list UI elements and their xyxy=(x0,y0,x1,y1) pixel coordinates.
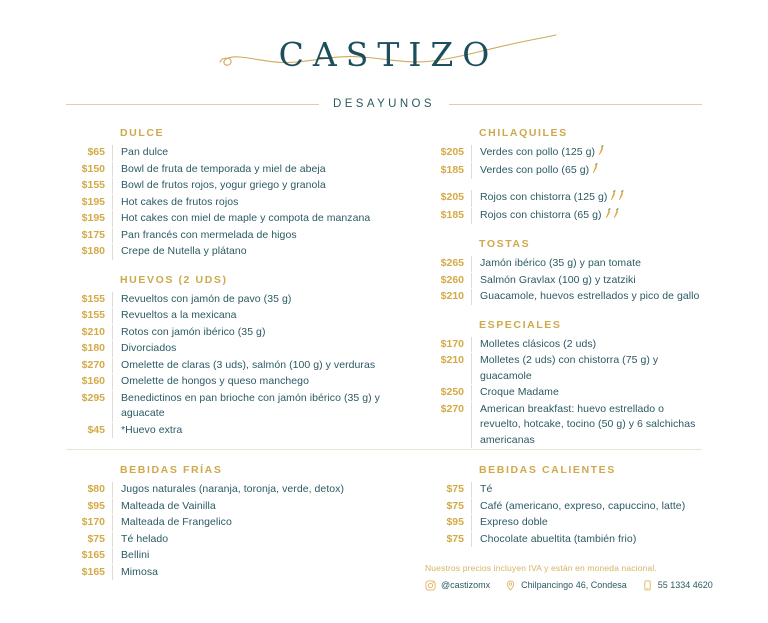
menu-item xyxy=(66,423,384,439)
menu-group xyxy=(66,274,384,439)
menu-item xyxy=(66,548,384,564)
menu-group-title: TOSTAS xyxy=(479,238,531,250)
location-pin-icon xyxy=(505,580,516,591)
menu-page xyxy=(0,30,768,623)
brand-name: CASTIZO xyxy=(278,35,499,74)
menu-item-description: Molletes (2 uds) con chistorra (75 g) y guacamole xyxy=(471,353,702,384)
menu-item-price: $205 xyxy=(440,191,464,203)
menu-item xyxy=(425,208,702,225)
menu-item-price: $65 xyxy=(87,146,105,158)
menu-item xyxy=(425,289,702,305)
chili-pepper-icon xyxy=(618,190,625,201)
menu-item-description: Revueltos con jamón de pavo (35 g) xyxy=(112,292,384,308)
menu-item-description: Benedictinos en pan brioche con jamón ibérico (35 g) y aguacate xyxy=(112,391,384,422)
spice-level xyxy=(605,208,621,225)
menu-item-description: Malteada de Vainilla xyxy=(112,499,384,515)
menu-item xyxy=(425,337,702,353)
menu-item-price: $160 xyxy=(81,375,105,387)
contact-item[interactable] xyxy=(425,580,490,591)
contact-row xyxy=(425,580,713,591)
contact-text: Chilpancingo 46, Condesa xyxy=(521,580,627,590)
menu-item-description: Guacamole, huevos estrellados y pico de gallo xyxy=(471,289,702,305)
contact-text: 55 1334 4620 xyxy=(657,580,713,590)
menu-item-price: $265 xyxy=(440,257,464,269)
menu-item-description: Hot cakes con miel de maple y compota de manzana xyxy=(112,211,384,227)
menu-group xyxy=(66,464,384,580)
menu-item-price: $45 xyxy=(87,423,105,436)
menu-item-price: $270 xyxy=(81,358,105,371)
menu-item-description: Croque Madame xyxy=(471,385,702,401)
menu-column-left xyxy=(66,127,384,439)
menu-item-price: $195 xyxy=(81,212,105,224)
rule-right xyxy=(449,104,702,105)
chili-pepper-icon xyxy=(605,208,612,219)
contact-item[interactable] xyxy=(505,580,627,591)
menu-item xyxy=(425,385,702,401)
menu-column-lower-left xyxy=(66,464,384,581)
menu-item-price: $170 xyxy=(81,516,105,528)
menu-item-price: $180 xyxy=(81,342,105,354)
menu-item-price: $75 xyxy=(446,483,464,495)
contact-item[interactable] xyxy=(642,580,713,591)
spice-level xyxy=(610,190,626,207)
menu-item xyxy=(425,499,702,515)
menu-item-description: Bowl de frutos rojos, yogur griego y granola xyxy=(112,178,384,194)
menu-item-price: $165 xyxy=(81,549,105,561)
menu-item-price: $205 xyxy=(440,146,464,158)
menu-item-price: $270 xyxy=(440,402,464,415)
menu-item xyxy=(66,292,384,308)
rule-left xyxy=(66,104,319,105)
menu-item-price: $185 xyxy=(440,208,464,221)
menu-item-description: American breakfast: huevo estrellado o revuelto, hotcake, tocino (50 g) y 6 salchichas americanas xyxy=(471,402,702,449)
price-note: Nuestros precios incluyen IVA y están en moneda nacional. xyxy=(425,563,657,573)
menu-item xyxy=(425,402,702,449)
menu-group-title: CHILAQUILES xyxy=(479,127,568,139)
menu-item xyxy=(425,515,702,531)
menu-item-description: Expreso doble xyxy=(471,515,702,531)
menu-item-description: Mimosa xyxy=(112,565,384,581)
menu-item-price: $295 xyxy=(81,391,105,404)
menu-item-description: Café (americano, expreso, capuccino, latte) xyxy=(471,499,702,515)
footer xyxy=(425,563,713,591)
menu-item-description: Rojos con chistorra (65 g) xyxy=(471,208,702,225)
menu-item-description: Verdes con pollo (65 g) xyxy=(471,163,702,180)
menu-group xyxy=(425,238,702,305)
menu-group-title: DULCE xyxy=(120,127,165,139)
menu-item xyxy=(425,482,702,498)
menu-item-description: Verdes con pollo (125 g) xyxy=(471,145,702,162)
menu-item-price: $175 xyxy=(81,228,105,241)
menu-item xyxy=(425,256,702,272)
menu-item-price: $210 xyxy=(440,354,464,366)
menu-item-description: Hot cakes de frutos rojos xyxy=(112,195,384,211)
chili-pepper-icon xyxy=(610,190,617,201)
menu-item xyxy=(66,532,384,548)
menu-item xyxy=(66,211,384,227)
menu-item xyxy=(66,482,384,498)
section-label: DESAYUNOS xyxy=(333,98,435,110)
menu-item-description: Rotos con jamón ibérico (35 g) xyxy=(112,325,384,341)
contact-text: @castizomx xyxy=(441,580,491,590)
menu-item-price: $170 xyxy=(440,337,464,350)
menu-item-description: Bellini xyxy=(112,548,384,564)
menu-item xyxy=(425,163,702,180)
menu-group-title: BEBIDAS FRÍAS xyxy=(120,464,223,476)
menu-item xyxy=(425,190,702,207)
chili-pepper-icon xyxy=(598,145,605,156)
phone-icon xyxy=(642,580,653,591)
menu-group-title: BEBIDAS CALIENTES xyxy=(479,464,616,476)
menu-lower-columns xyxy=(66,464,713,591)
menu-item xyxy=(66,499,384,515)
menu-item-description: Molletes clásicos (2 uds) xyxy=(471,337,702,353)
horizontal-divider xyxy=(66,449,702,450)
menu-item-price: $260 xyxy=(440,273,464,286)
menu-item xyxy=(66,145,384,161)
menu-item-price: $165 xyxy=(81,565,105,578)
menu-item xyxy=(66,228,384,244)
menu-item-price: $150 xyxy=(81,162,105,175)
menu-item xyxy=(66,358,384,374)
menu-item-description: Pan dulce xyxy=(112,145,384,161)
menu-item xyxy=(425,145,702,162)
menu-column-lower-right xyxy=(384,464,713,591)
menu-item-price: $155 xyxy=(81,309,105,321)
menu-item xyxy=(425,532,702,548)
brand-header xyxy=(0,30,768,86)
menu-item-price: $75 xyxy=(446,499,464,512)
menu-item-price: $95 xyxy=(446,516,464,528)
menu-item xyxy=(66,341,384,357)
chili-pepper-icon xyxy=(613,208,620,219)
spice-level xyxy=(592,163,600,180)
menu-item xyxy=(66,308,384,324)
menu-item xyxy=(66,195,384,211)
menu-item-description: Salmón Gravlax (100 g) y tzatziki xyxy=(471,273,702,289)
menu-item-description: Omelette de hongos y queso manchego xyxy=(112,374,384,390)
menu-item-price: $155 xyxy=(81,292,105,305)
menu-item-price: $210 xyxy=(440,290,464,302)
menu-item xyxy=(66,515,384,531)
menu-item-description: Omelette de claras (3 uds), salmón (100 g) y verduras xyxy=(112,358,384,374)
menu-group xyxy=(66,127,384,260)
menu-item xyxy=(66,178,384,194)
menu-item-description: Té xyxy=(471,482,702,498)
menu-item xyxy=(66,325,384,341)
menu-item xyxy=(66,244,384,260)
menu-group xyxy=(425,464,702,547)
menu-item-description: Divorciados xyxy=(112,341,384,357)
menu-group xyxy=(425,319,702,449)
menu-item xyxy=(66,565,384,581)
menu-item xyxy=(425,353,702,384)
menu-item-description: Jamón ibérico (35 g) y pan tomate xyxy=(471,256,702,272)
menu-upper-columns xyxy=(66,127,702,449)
menu-column-right xyxy=(384,127,702,449)
menu-item-price: $75 xyxy=(87,532,105,545)
menu-item xyxy=(66,162,384,178)
menu-group-title: ESPECIALES xyxy=(479,318,562,331)
menu-item-description: Revueltos a la mexicana xyxy=(112,308,384,324)
menu-group xyxy=(425,127,702,224)
menu-group-title: HUEVOS (2 UDS) xyxy=(120,273,228,286)
menu-item-price: $185 xyxy=(440,163,464,176)
chili-pepper-icon xyxy=(592,163,599,174)
spice-level xyxy=(598,145,606,162)
menu-item-description: Jugos naturales (naranja, toronja, verde, detox) xyxy=(112,482,384,498)
menu-item-description: Rojos con chistorra (125 g) xyxy=(471,190,702,207)
menu-item-price: $155 xyxy=(81,179,105,191)
menu-item-description: Té helado xyxy=(112,532,384,548)
menu-item xyxy=(66,374,384,390)
menu-item-price: $180 xyxy=(81,245,105,257)
menu-item-description: Pan francés con mermelada de higos xyxy=(112,228,384,244)
menu-item-price: $250 xyxy=(440,386,464,398)
logo xyxy=(234,30,534,80)
menu-item-description: Crepe de Nutella y plátano xyxy=(112,244,384,260)
menu-item-price: $80 xyxy=(87,483,105,495)
menu-item-price: $75 xyxy=(446,532,464,545)
menu-item-price: $195 xyxy=(81,195,105,208)
menu-item-price: $95 xyxy=(87,499,105,512)
instagram-icon xyxy=(425,580,436,591)
menu-item xyxy=(425,273,702,289)
menu-item-description: Chocolate abueltita (también frio) xyxy=(471,532,702,548)
section-divider-desayunos xyxy=(66,98,702,110)
menu-item-description: Malteada de Frangelico xyxy=(112,515,384,531)
menu-item-description: Bowl de fruta de temporada y miel de abeja xyxy=(112,162,384,178)
menu-item-description: *Huevo extra xyxy=(112,423,384,439)
menu-item-price: $210 xyxy=(81,325,105,338)
menu-item xyxy=(66,391,384,422)
